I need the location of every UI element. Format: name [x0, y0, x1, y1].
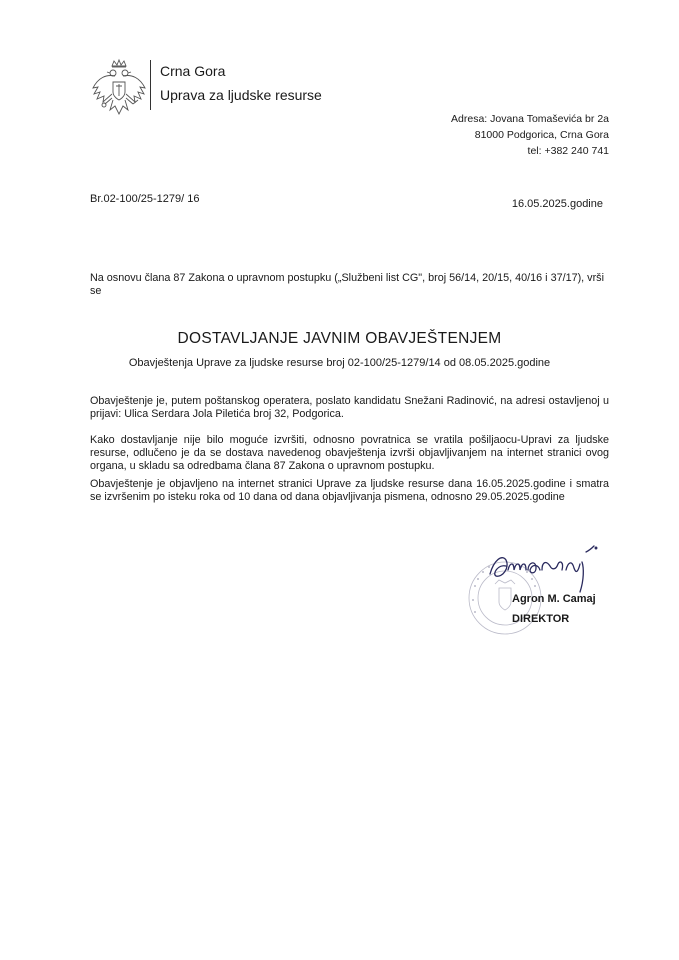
institution-name: Uprava za ljudske resurse	[160, 87, 322, 103]
address-city: 81000 Podgorica, Crna Gora	[474, 129, 609, 141]
legal-basis: Na osnovu člana 87 Zakona o upravnom postupku („Službeni list CG", broj 56/14, 20/15, 40/16 i 37/17), vrši se	[90, 272, 604, 297]
signer-name: Agron M. Camaj	[512, 593, 596, 605]
document-subtitle: Obavještenja Uprave za ljudske resurse broj 02-100/25-1279/14 od 08.05.2025.godine	[128, 357, 551, 369]
document-title: DOSTAVLJANJE JAVNIM OBAVJEŠTENJEM	[177, 330, 502, 347]
header-divider	[150, 60, 151, 110]
body-paragraph: Kako dostavljanje nije bilo moguće izvršiti, odnosno povratnica se vratila pošiljaocu-Upravi za ljudske resurse, odlučeno je da se dostava navedenog obavještenja izvrši objavljivanjem na internet stranici ovog organa, u skladu sa odredbama člana 87 Zakona o upravnom postupku.	[90, 434, 609, 472]
document-date: 16.05.2025.godine	[511, 198, 603, 210]
body-paragraph: Obavještenje je objavljeno na internet stranici Uprave za ljudske resurse dana 16.05.2025.godine i smatra se izvršenim po isteku roka od 10 dana od dana objavljivanja pismena, odnosno 29.05.2025.godine	[90, 478, 609, 503]
body-paragraph: Obavještenje je, putem poštanskog operatera, poslato kandidatu Snežani Radinović, na adresi ostavljenoj u prijavi: Ulica Serdara Jola Piletića broj 32, Podgorica.	[90, 395, 609, 420]
reference-number: Br.02-100/25-1279/ 16	[90, 193, 200, 205]
address-line: Adresa: Jovana Tomaševića br 2a	[451, 113, 609, 125]
address-block	[451, 111, 609, 159]
coat-of-arms-icon	[88, 58, 150, 120]
signer-role: DIREKTOR	[512, 613, 570, 625]
country-name: Crna Gora	[160, 63, 226, 79]
phone-number: tel: +382 240 741	[527, 145, 609, 157]
handwritten-signature-icon	[480, 540, 615, 600]
